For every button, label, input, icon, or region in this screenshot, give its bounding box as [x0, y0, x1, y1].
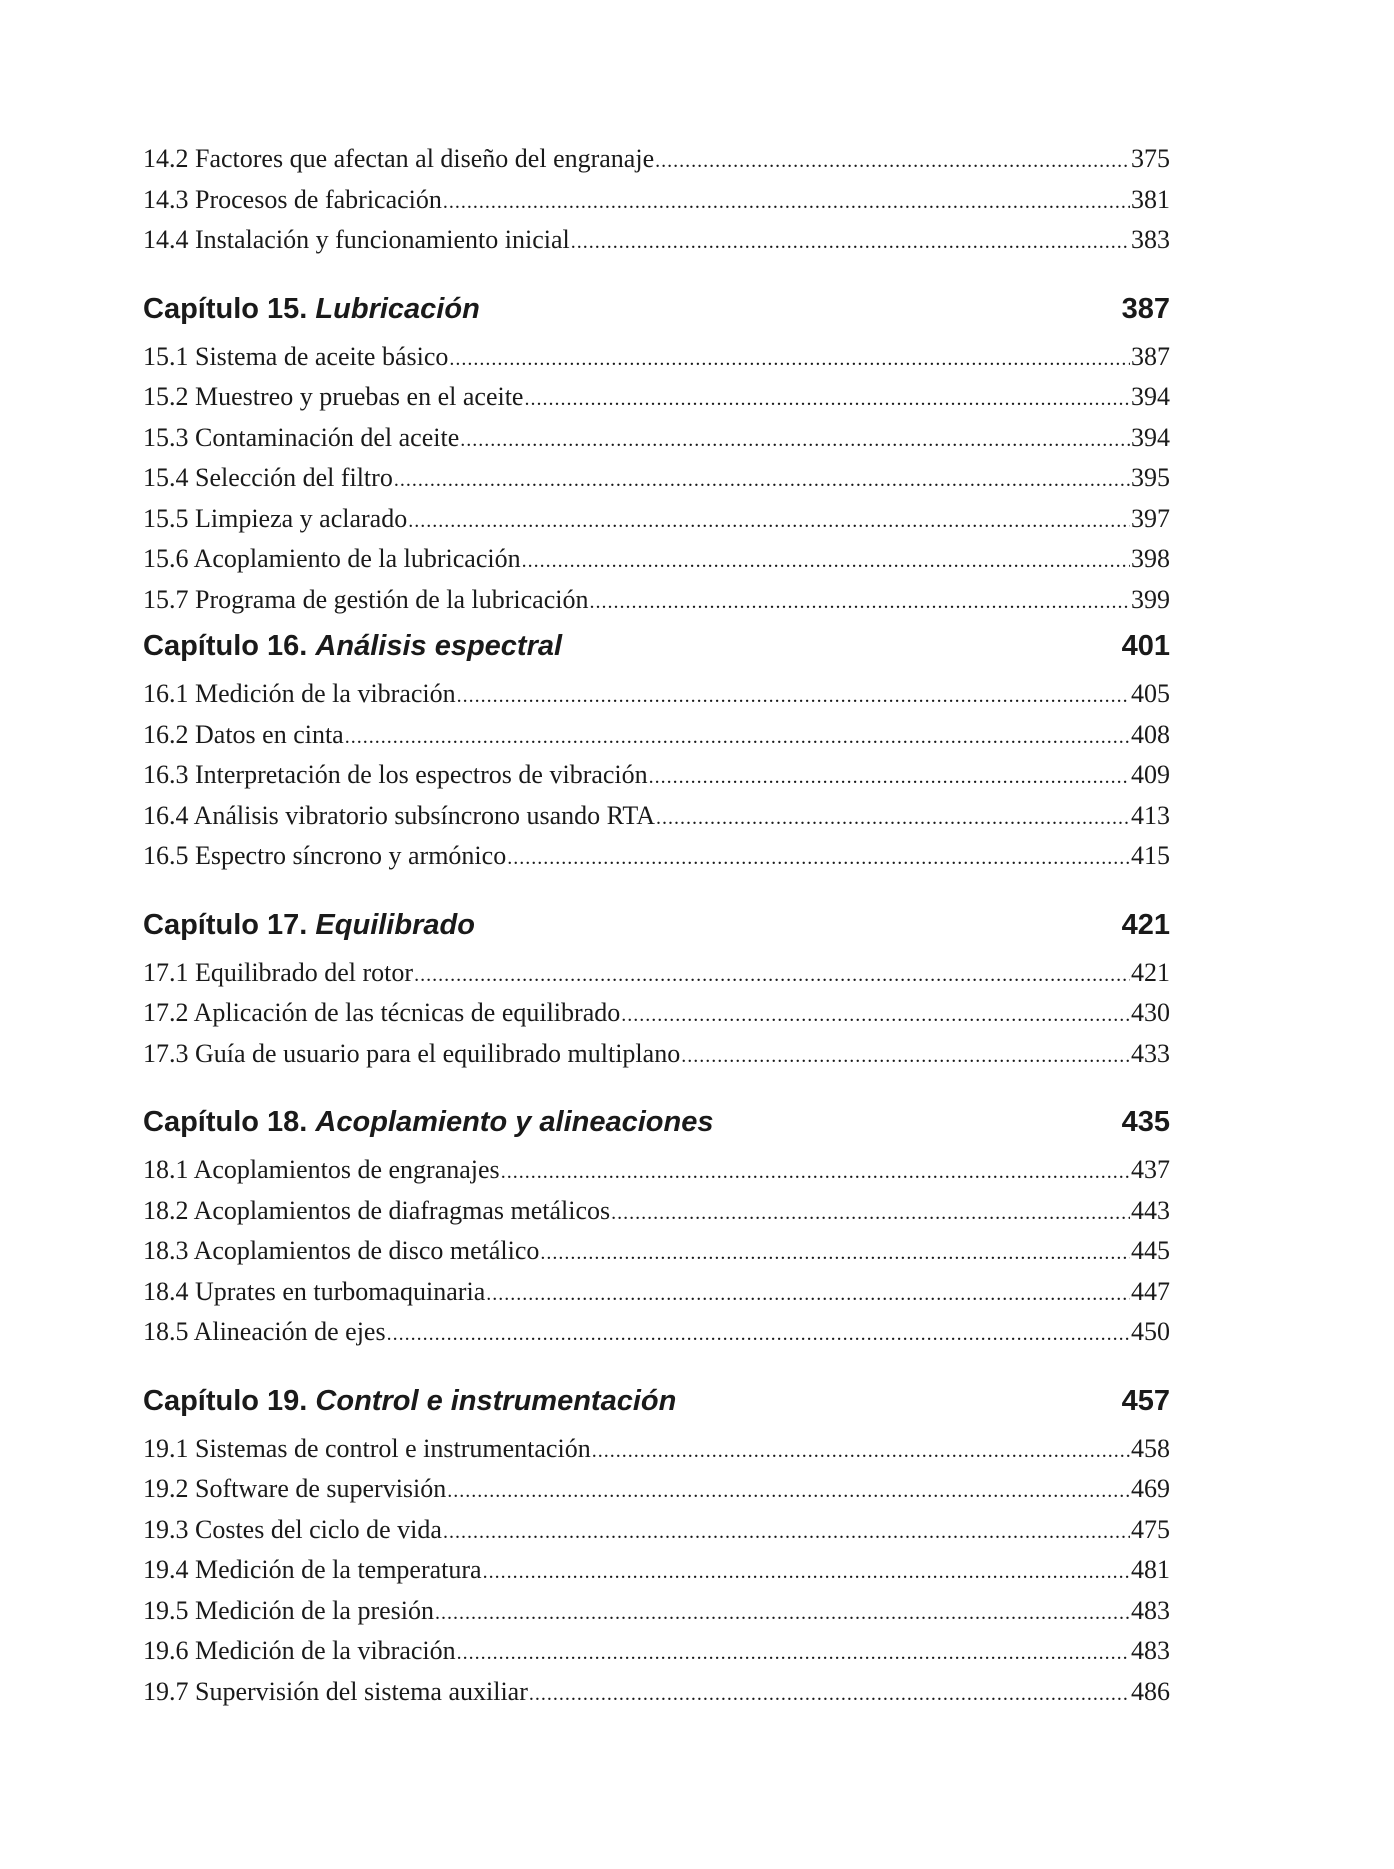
- chapter-name: Acoplamiento y alineaciones: [315, 1106, 714, 1138]
- chapter-page-number: 401: [1121, 630, 1170, 662]
- toc-entry[interactable]: [143, 715, 1170, 756]
- toc-entry-label: 16.4 Análisis vibratorio subsíncrono usando RTA: [143, 800, 655, 830]
- dot-leader: [592, 1431, 1130, 1472]
- dot-leader: [486, 1274, 1130, 1315]
- dot-leader: [443, 182, 1130, 223]
- dot-leader: [540, 1233, 1130, 1274]
- toc-entry[interactable]: [143, 337, 1170, 378]
- toc-entry-page-number: 475: [1131, 1514, 1170, 1544]
- chapter-title: [143, 1100, 714, 1144]
- toc-entry-page-number: 394: [1131, 382, 1170, 411]
- toc-entry-page-number: 397: [1131, 503, 1170, 533]
- toc-entry-label: 19.6 Medición de la vibración: [143, 1636, 456, 1665]
- chapter-number: Capítulo 16.: [143, 630, 316, 662]
- dot-leader: [483, 1552, 1130, 1593]
- chapter-page-number: 435: [1121, 1106, 1170, 1138]
- toc-entry-label: 17.3 Guía de usuario para el equilibrado multiplano: [143, 1038, 681, 1068]
- toc-entry-page-number: 469: [1131, 1474, 1170, 1503]
- toc-entry-label: 19.2 Software de supervisión: [143, 1474, 447, 1503]
- toc-entry-label: 18.1 Acoplamientos de engranajes: [143, 1155, 500, 1184]
- toc-entry-label: 15.7 Programa de gestión de la lubricación: [143, 584, 589, 614]
- toc-entry[interactable]: [143, 220, 1170, 261]
- toc-entry-page-number: 399: [1131, 584, 1170, 614]
- dot-leader: [345, 717, 1130, 758]
- dot-leader: [621, 995, 1130, 1036]
- dot-leader: [408, 501, 1130, 542]
- toc-entry[interactable]: [143, 180, 1170, 221]
- dot-leader: [524, 379, 1130, 420]
- dot-leader: [611, 1193, 1130, 1234]
- chapter-title: [143, 1379, 676, 1423]
- dot-leader: [443, 1512, 1130, 1553]
- toc-entry-label: 19.3 Costes del ciclo de vida: [143, 1514, 442, 1544]
- toc-entry-page-number: 381: [1131, 184, 1170, 214]
- dot-leader: [655, 141, 1130, 182]
- dot-leader: [656, 798, 1130, 839]
- toc-entry-page-number: 409: [1131, 760, 1170, 789]
- toc-entry-page-number: 375: [1131, 144, 1170, 173]
- toc-entry-label: 14.4 Instalación y funcionamiento inicial: [143, 225, 570, 254]
- toc-entry-label: 16.2 Datos en cinta: [143, 719, 344, 749]
- toc-entry[interactable]: [143, 953, 1170, 994]
- toc-entry[interactable]: [143, 993, 1170, 1034]
- chapter-number: Capítulo 15.: [143, 292, 316, 325]
- toc-entry[interactable]: [143, 1312, 1170, 1353]
- dot-leader: [571, 222, 1130, 263]
- dot-leader: [501, 1152, 1130, 1193]
- dot-leader: [529, 1674, 1130, 1715]
- toc-entry[interactable]: [143, 796, 1170, 837]
- toc-entry[interactable]: [143, 1191, 1170, 1232]
- toc-entry[interactable]: [143, 1631, 1170, 1672]
- dot-leader: [457, 1633, 1130, 1674]
- dot-leader: [457, 676, 1130, 717]
- chapter-heading[interactable]: [143, 1379, 1170, 1423]
- toc-entry[interactable]: [143, 1231, 1170, 1272]
- chapter-name: Equilibrado: [315, 908, 475, 941]
- chapter-number: Capítulo 17.: [143, 908, 316, 941]
- toc-entry-label: 19.7 Supervisión del sistema auxiliar: [143, 1676, 528, 1706]
- toc-entry-label: 14.2 Factores que afectan al diseño del engranaje: [143, 144, 655, 173]
- toc-entry-label: 19.4 Medición de la temperatura: [143, 1555, 482, 1584]
- chapter-title: [143, 903, 475, 947]
- toc-entry-page-number: 415: [1131, 841, 1170, 870]
- chapter-title: [143, 287, 480, 331]
- toc-entry-page-number: 433: [1131, 1038, 1170, 1068]
- toc-entry[interactable]: [143, 458, 1170, 499]
- toc-entry[interactable]: [143, 1272, 1170, 1313]
- dot-leader: [387, 1314, 1130, 1355]
- toc-entry-label: 17.1 Equilibrado del rotor: [143, 957, 414, 987]
- toc-entry-page-number: 413: [1131, 800, 1170, 830]
- toc-entry[interactable]: [143, 418, 1170, 459]
- toc-entry-label: 16.3 Interpretación de los espectros de vibración: [143, 760, 648, 789]
- toc-entry-page-number: 437: [1131, 1155, 1170, 1184]
- toc-entry[interactable]: [143, 139, 1170, 180]
- chapter-number: Capítulo 19.: [143, 1384, 316, 1417]
- toc-entry[interactable]: [143, 1672, 1170, 1713]
- toc-entry[interactable]: [143, 377, 1170, 418]
- toc-entry-label: 15.1 Sistema de aceite básico: [143, 341, 449, 371]
- toc-entry-page-number: 383: [1131, 225, 1170, 254]
- toc-entry-label: 18.2 Acoplamientos de diafragmas metálicos: [143, 1195, 611, 1225]
- toc-entry-page-number: 458: [1131, 1433, 1170, 1463]
- dot-leader: [649, 757, 1130, 798]
- toc-entry-label: 15.4 Selección del filtro: [143, 463, 393, 492]
- chapter-name: Control e instrumentación: [315, 1384, 677, 1417]
- toc-entry-label: 18.4 Uprates en turbomaquinaria: [143, 1276, 486, 1306]
- chapter-name: Lubricación: [315, 292, 480, 325]
- toc-entry-label: 19.5 Medición de la presión: [143, 1595, 434, 1625]
- chapter-page-number: 457: [1121, 1384, 1170, 1417]
- toc-entry-page-number: 450: [1131, 1317, 1170, 1346]
- toc-entry-page-number: 430: [1131, 998, 1170, 1027]
- chapter-heading[interactable]: [143, 287, 1170, 331]
- toc-entry-label: 15.5 Limpieza y aclarado: [143, 503, 408, 533]
- dot-leader: [460, 420, 1130, 461]
- toc-entry[interactable]: [143, 1469, 1170, 1510]
- toc-entry-page-number: 387: [1131, 341, 1170, 371]
- toc-entry[interactable]: [143, 674, 1170, 715]
- dot-leader: [394, 460, 1130, 501]
- toc-entry-page-number: 398: [1131, 544, 1170, 573]
- table-of-contents: [143, 139, 1170, 1712]
- toc-entry-label: 15.6 Acoplamiento de la lubricación: [143, 544, 521, 573]
- toc-entry[interactable]: [143, 1510, 1170, 1551]
- toc-entry-page-number: 443: [1131, 1195, 1170, 1225]
- toc-entry-label: 17.2 Aplicación de las técnicas de equilibrado: [143, 998, 621, 1027]
- chapter-heading[interactable]: [143, 1100, 1170, 1144]
- toc-entry[interactable]: [143, 1550, 1170, 1591]
- dot-leader: [447, 1471, 1130, 1512]
- dot-leader: [449, 339, 1130, 380]
- toc-entry-label: 16.1 Medición de la vibración: [143, 679, 456, 708]
- dot-leader: [435, 1593, 1130, 1634]
- chapter-page-number: 387: [1121, 292, 1170, 325]
- toc-entry[interactable]: [143, 539, 1170, 580]
- dot-leader: [414, 955, 1130, 996]
- dot-leader: [507, 838, 1130, 879]
- chapter-page-number: 421: [1121, 908, 1170, 941]
- toc-entry[interactable]: [143, 755, 1170, 796]
- toc-entry-label: 15.3 Contaminación del aceite: [143, 422, 460, 452]
- toc-entry-page-number: 483: [1131, 1636, 1170, 1665]
- toc-entry-label: 15.2 Muestreo y pruebas en el aceite: [143, 382, 524, 411]
- toc-entry[interactable]: [143, 580, 1170, 621]
- toc-entry-page-number: 483: [1131, 1595, 1170, 1625]
- toc-entry[interactable]: [143, 499, 1170, 540]
- toc-entry-label: 14.3 Procesos de fabricación: [143, 184, 442, 214]
- toc-entry-page-number: 447: [1131, 1276, 1170, 1306]
- toc-entry-page-number: 405: [1131, 679, 1170, 708]
- toc-entry-page-number: 445: [1131, 1236, 1170, 1265]
- toc-entry[interactable]: [143, 1150, 1170, 1191]
- toc-entry[interactable]: [143, 1591, 1170, 1632]
- toc-entry-page-number: 486: [1131, 1676, 1170, 1706]
- toc-entry-label: 18.5 Alineación de ejes: [143, 1317, 386, 1346]
- dot-leader: [589, 582, 1130, 623]
- dot-leader: [522, 541, 1130, 582]
- toc-entry[interactable]: [143, 836, 1170, 877]
- toc-entry-page-number: 481: [1131, 1555, 1170, 1584]
- dot-leader: [681, 1036, 1130, 1077]
- toc-entry-page-number: 395: [1131, 463, 1170, 492]
- toc-entry-label: 16.5 Espectro síncrono y armónico: [143, 841, 507, 870]
- toc-entry-page-number: 408: [1131, 719, 1170, 749]
- chapter-name: Análisis espectral: [315, 630, 563, 662]
- toc-entry[interactable]: [143, 1034, 1170, 1075]
- chapter-number: Capítulo 18.: [143, 1106, 316, 1138]
- chapter-title: [143, 624, 562, 668]
- toc-entry[interactable]: [143, 1429, 1170, 1470]
- toc-entry-page-number: 421: [1131, 957, 1170, 987]
- toc-entry-label: 19.1 Sistemas de control e instrumentación: [143, 1433, 591, 1463]
- chapter-heading[interactable]: [143, 624, 1170, 668]
- toc-entry-page-number: 394: [1131, 422, 1170, 452]
- toc-entry-label: 18.3 Acoplamientos de disco metálico: [143, 1236, 540, 1265]
- chapter-heading[interactable]: [143, 903, 1170, 947]
